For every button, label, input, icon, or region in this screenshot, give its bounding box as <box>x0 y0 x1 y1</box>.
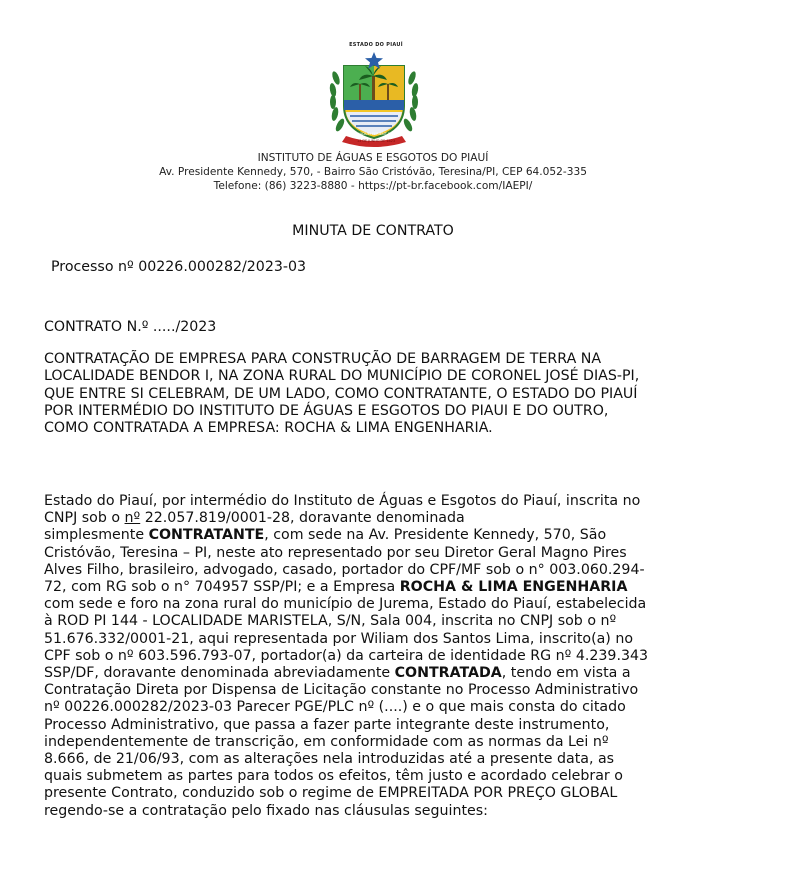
object-line: CONTRATAÇÃO DE EMPRESA PARA CONSTRUÇÃO DE BARRAGEM DE TERRA NA <box>44 351 602 367</box>
body-line: Processo Administrativo, que passa a fazer parte integrante deste instrumento, <box>44 716 610 733</box>
body-line: regendo-se a contratação pelo fixado nas cláusulas seguintes: <box>44 802 488 819</box>
body-line: quais submetem as partes para todos os efeitos, têm justo e acordado celebrar o <box>44 768 623 785</box>
seal-ribbon-text: IMPAVIDUM FERIENT RUINAE <box>350 132 402 136</box>
body-line: 51.676.332/0001-21, aqui representada por Wiliam dos Santos Lima, inscrito(a) no <box>44 630 634 647</box>
body-line: presente Contrato, conduzido sob o regime de EMPREITADA POR PREÇO GLOBAL <box>44 785 618 802</box>
seal-caption: ESTADO DO PIAUÍ <box>349 42 403 48</box>
contratada-label: CONTRATADA <box>394 665 502 682</box>
body-line: 72, com RG sob o n° 704957 SSP/PI; e a Empresa ROCHA & LIMA ENGENHARIA <box>44 579 628 596</box>
body-line: Alves Filho, brasileiro, advogado, casado, portador do CPF/MF sob o n° 003.060.294- <box>44 561 645 578</box>
body-line: simplesmente CONTRATANTE, com sede na Av. Presidente Kennedy, 570, São <box>44 527 607 544</box>
body-line: à ROD PI 144 - LOCALIDADE MARISTELA, S/N, Sala 004, inscrita no CNPJ sob o nº <box>44 613 617 630</box>
body-line: CNPJ sob o nº 22.057.819/0001-28, doravante denominada <box>44 510 465 527</box>
institute-name: INSTITUTO DE ÁGUAS E ESGOTOS DO PIAUÍ <box>257 152 489 164</box>
body-line: com sede e foro na zona rural do município de Jurema, Estado do Piauí, estabelecida <box>44 596 647 613</box>
contract-number: CONTRATO N.º ...../2023 <box>44 319 217 335</box>
body-line: independentemente de transcrição, em conformidade com as normas da Lei nº <box>44 733 609 750</box>
object-line: LOCALIDADE BENDOR I, NA ZONA RURAL DO MUNICÍPIO DE CORONEL JOSÉ DIAS-PI, <box>44 368 640 385</box>
document-title: MINUTA DE CONTRATO <box>292 223 454 239</box>
body-line: CPF sob o nº 603.596.793-07, portador(a) da carteira de identidade RG nº 4.239.343 <box>44 647 649 664</box>
institute-contact: Telefone: (86) 3223-8880 - https://pt-br.facebook.com/IAEPI/ <box>213 180 533 192</box>
contract-preamble <box>44 493 744 820</box>
body-line: nº 00226.000282/2023-03 Parecer PGE/PLC nº (....) e o que mais consta do citado <box>44 699 626 716</box>
company-name: ROCHA & LIMA ENGENHARIA <box>399 579 628 596</box>
body-line: Cristóvão, Teresina – PI, neste ato representado por seu Diretor Geral Magno Pires <box>44 544 627 561</box>
object-line: QUE ENTRE SI CELEBRAM, DE UM LADO, COMO CONTRATANTE, O ESTADO DO PIAUÍ <box>44 385 638 402</box>
contratante-label: CONTRATANTE <box>148 527 265 544</box>
object-line: COMO CONTRATADA A EMPRESA: ROCHA & LIMA ENGENHARIA. <box>44 420 493 437</box>
body-line: Contratação Direta por Dispensa de Licitação constante no Processo Administrativo <box>44 682 639 699</box>
contract-object <box>44 351 744 437</box>
object-line: POR INTERMÉDIO DO INSTITUTO DE ÁGUAS E ESGOTOS DO PIAUI E DO OUTRO, <box>44 402 609 419</box>
body-line: Estado do Piauí, por intermédio do Instituto de Águas e Esgotos do Piauí, inscrita no <box>44 493 641 509</box>
process-number: Processo nº 00226.000282/2023-03 <box>51 259 307 275</box>
body-line: 8.666, de 21/06/93, com as alterações nela introduzidas até a presente data, as <box>44 751 615 768</box>
body-line: SSP/DF, doravante denominada abreviadamente CONTRATADA, tendo em vista a <box>44 665 631 682</box>
seal-date: 13 DE JUNHO DE 1823 <box>357 139 395 143</box>
institute-address: Av. Presidente Kennedy, 570, - Bairro São Cristóvão, Teresina/PI, CEP 64.052-335 <box>159 166 587 178</box>
